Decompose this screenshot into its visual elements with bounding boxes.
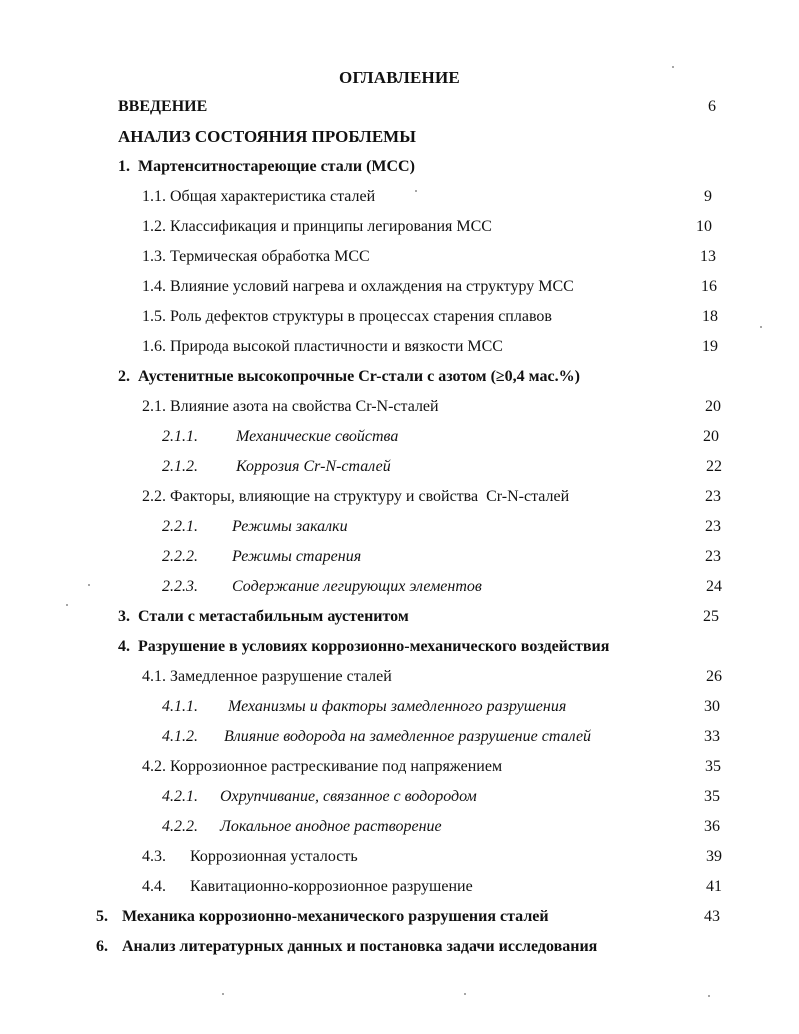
scan-speck xyxy=(672,66,674,68)
scan-speck xyxy=(708,995,710,997)
toc-page-number: 30 xyxy=(704,698,720,715)
toc-entry-1-4 xyxy=(142,278,574,296)
toc-entry-intro xyxy=(118,98,207,116)
toc-entry-number: 5. xyxy=(96,908,108,925)
toc-entry-4-1 xyxy=(142,668,392,686)
toc-entry-2-1 xyxy=(142,398,439,416)
toc-entry-2-1-2 xyxy=(162,458,391,476)
toc-entry-text: Локальное анодное растворение xyxy=(220,818,442,835)
toc-entry-text: Классификация и принципы легирования МСС xyxy=(170,218,492,235)
toc-entry-text: Анализ литературных данных и постановка задачи исследования xyxy=(122,938,598,955)
toc-page-number: 16 xyxy=(701,278,717,295)
toc-entry-number: 2.1.2. xyxy=(162,458,198,475)
toc-entry-number: 2.1.1. xyxy=(162,428,198,445)
toc-entry-text: Коррозионная усталость xyxy=(190,848,358,865)
toc-page-number: 13 xyxy=(700,248,716,265)
toc-entry-number: 4.2.2. xyxy=(162,818,198,835)
toc-entry-number: 4.4. xyxy=(142,878,166,895)
scan-speck xyxy=(415,190,417,192)
toc-entry-number: 4. xyxy=(118,638,130,655)
toc-entry-chapter-4 xyxy=(118,638,609,656)
toc-page-number: 26 xyxy=(706,668,722,685)
toc-entry-text: АНАЛИЗ СОСТОЯНИЯ ПРОБЛЕМЫ xyxy=(118,127,416,146)
toc-page-number: 20 xyxy=(703,428,719,445)
scan-speck xyxy=(88,584,90,586)
toc-entry-text: Содержание легирующих элементов xyxy=(232,578,482,595)
toc-entry-4-1-1 xyxy=(162,698,566,716)
toc-entry-text: Термическая обработка МСС xyxy=(170,248,370,265)
toc-page-number: 20 xyxy=(705,398,721,415)
toc-page-number: 43 xyxy=(704,908,720,925)
toc-entry-text: Влияние водорода на замедленное разрушение сталей xyxy=(224,728,592,745)
toc-page-number: 25 xyxy=(703,608,719,625)
toc-page-number: 23 xyxy=(705,518,721,535)
toc-page-number: 24 xyxy=(706,578,722,595)
toc-page-number: 9 xyxy=(704,188,712,205)
toc-page-number: 23 xyxy=(705,548,721,565)
toc-page-number: 23 xyxy=(705,488,721,505)
toc-entry-2-2 xyxy=(142,488,569,506)
toc-entry-text: Коррозионное растрескивание под напряжением xyxy=(170,758,503,775)
toc-page-number: 22 xyxy=(706,458,722,475)
toc-entry-number: 1. xyxy=(118,158,130,175)
toc-entry-text: Роль дефектов структуры в процессах старения сплавов xyxy=(170,308,552,325)
toc-entry-number: 2.2. xyxy=(142,488,166,505)
toc-entry-1-3 xyxy=(142,248,370,266)
toc-entry-2-2-3 xyxy=(162,578,482,596)
toc-entry-1-1 xyxy=(142,188,375,206)
toc-entry-number: 2.2.2. xyxy=(162,548,198,565)
toc-page-number: 18 xyxy=(702,308,718,325)
toc-entry-number: 6. xyxy=(96,938,108,955)
scan-speck xyxy=(222,993,224,995)
toc-entry-number: 4.2. xyxy=(142,758,166,775)
toc-entry-number: 3. xyxy=(118,608,130,625)
toc-entry-chapter-2 xyxy=(118,368,580,386)
toc-entry-number: 4.3. xyxy=(142,848,166,865)
toc-entry-number: 1.6. xyxy=(142,338,166,355)
toc-entry-text: Режимы закалки xyxy=(232,518,348,535)
toc-entry-2-2-1 xyxy=(162,518,348,536)
toc-entry-4-2-2 xyxy=(162,818,442,836)
toc-entry-text: Общая характеристика сталей xyxy=(170,188,376,205)
toc-entry-text: Механические свойства xyxy=(236,428,399,445)
toc-entry-2-1-1 xyxy=(162,428,398,446)
toc-entry-number: 1.2. xyxy=(142,218,166,235)
toc-entry-number: 2. xyxy=(118,368,130,385)
toc-page-number: 10 xyxy=(696,218,712,235)
toc-entry-number: 4.1. xyxy=(142,668,166,685)
toc-page-number: 6 xyxy=(708,98,716,115)
toc-page-number: 33 xyxy=(704,728,720,745)
toc-entry-number: 1.1. xyxy=(142,188,166,205)
toc-page-number: 39 xyxy=(706,848,722,865)
toc-page-number: 36 xyxy=(704,818,720,835)
toc-entry-1-6 xyxy=(142,338,503,356)
toc-entry-text: Замедленное разрушение сталей xyxy=(170,668,392,685)
toc-entry-2-2-2 xyxy=(162,548,361,566)
toc-entry-text: Охрупчивание, связанное с водородом xyxy=(220,788,477,805)
toc-entry-1-2 xyxy=(142,218,492,236)
toc-entry-text: Факторы, влияющие на структуру и свойства Cr-N-сталей xyxy=(170,488,570,505)
toc-entry-text: Аустенитные высокопрочные Cr-стали с азотом (≥0,4 мас.%) xyxy=(138,368,580,385)
toc-entry-text: Мартенситностареющие стали (МСС) xyxy=(138,158,415,175)
toc-entry-4-2 xyxy=(142,758,502,776)
toc-entry-4-4 xyxy=(142,878,473,896)
page-title: ОГЛАВЛЕНИЕ xyxy=(339,68,460,87)
toc-entry-number: 2.2.1. xyxy=(162,518,198,535)
toc-page-number: 35 xyxy=(705,758,721,775)
toc-entry-1-5 xyxy=(142,308,552,326)
toc-entry-chapter-5 xyxy=(96,908,549,926)
toc-entry-number: 1.5. xyxy=(142,308,166,325)
toc-entry-chapter-1 xyxy=(118,158,415,176)
toc-entry-text: Режимы старения xyxy=(232,548,362,565)
scan-speck xyxy=(760,326,762,328)
toc-page-number: 41 xyxy=(706,878,722,895)
toc-entry-chapter-3 xyxy=(118,608,409,626)
toc-entry-text: Коррозия Cr-N-сталей xyxy=(236,458,391,475)
toc-entry-4-1-2 xyxy=(162,728,591,746)
toc-entry-number: 1.4. xyxy=(142,278,166,295)
toc-entry-number: 4.1.2. xyxy=(162,728,198,745)
toc-entry-text: Влияние условий нагрева и охлаждения на структуру МСС xyxy=(170,278,574,295)
toc-entry-text: Кавитационно-коррозионное разрушение xyxy=(190,878,473,895)
toc-entry-4-3 xyxy=(142,848,358,866)
toc-page-number: 35 xyxy=(704,788,720,805)
toc-entry-chapter-6 xyxy=(96,938,597,956)
toc-entry-text: Разрушение в условиях коррозионно-механического воздействия xyxy=(138,638,610,655)
toc-page-number: 19 xyxy=(702,338,718,355)
scan-speck xyxy=(66,604,68,606)
toc-entry-text: Стали с метастабильным аустенитом xyxy=(138,608,409,625)
toc-entry-text: Природа высокой пластичности и вязкости МСС xyxy=(170,338,503,355)
toc-entry-text: Влияние азота на свойства Cr-N-сталей xyxy=(170,398,439,415)
toc-entry-4-2-1 xyxy=(162,788,477,806)
toc-entry-number: 2.2.3. xyxy=(162,578,198,595)
toc-entry-number: 4.1.1. xyxy=(162,698,198,715)
toc-entry-number: 2.1. xyxy=(142,398,166,415)
toc-entry-section-heading xyxy=(118,128,416,146)
toc-entry-number: 1.3. xyxy=(142,248,166,265)
toc-entry-text: ВВЕДЕНИЕ xyxy=(118,98,208,115)
toc-entry-number: 4.2.1. xyxy=(162,788,198,805)
toc-entry-text: Механизмы и факторы замедленного разрушения xyxy=(228,698,567,715)
scan-speck xyxy=(464,993,466,995)
toc-entry-text: Механика коррозионно-механического разрушения сталей xyxy=(122,908,549,925)
